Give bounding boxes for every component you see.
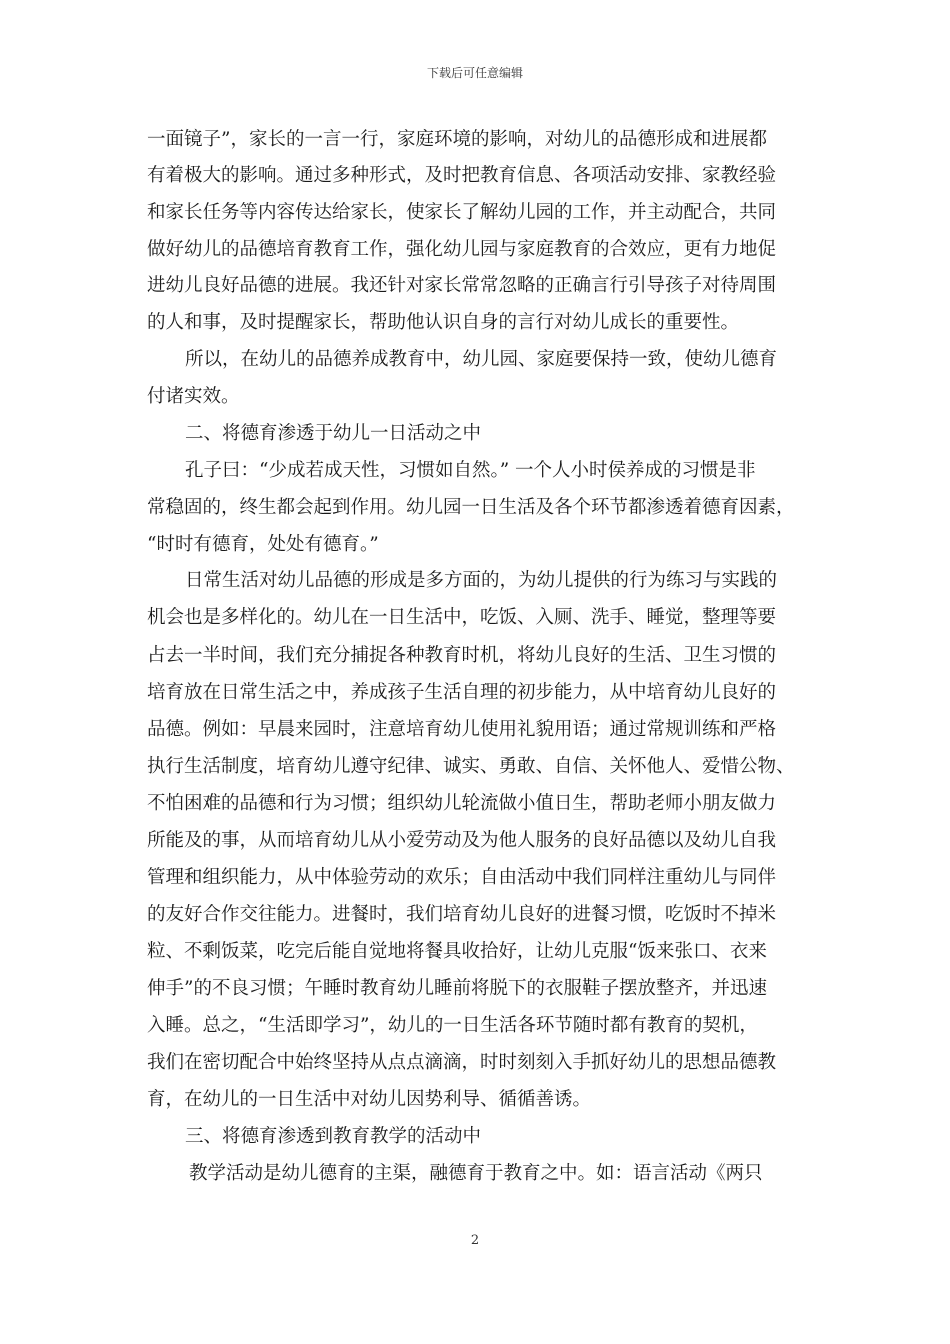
text-line: 管理和组织能力，从中体验劳动的欢乐；自由活动中我们同样注重幼儿与同伴 [147,867,777,888]
text-line: 机会也是多样化的。幼儿在一日生活中，吃饭、入厕、洗手、睡觉，整理等要 [147,607,777,628]
text-line: 日常生活对幼儿品德的形成是多方面的，为幼儿提供的行为练习与实践的 [185,570,778,591]
page-number: 2 [470,1233,480,1248]
text-line: 占去一半时间，我们充分捕捉各种教育时机，将幼儿良好的生活、卫生习惯的 [147,645,777,666]
text-line: 进幼儿良好品德的进展。我还针对家长常常忽略的正确言行引导孩子对待周围 [147,275,777,296]
text-line: 所能及的事，从而培育幼儿从小爱劳动及为他人服务的良好品德以及幼儿自我 [147,830,777,851]
text-line: 付诸实效。 [147,386,240,407]
text-line: “时时有德育，处处有德育。” [147,534,379,555]
page-header-note: 下载后可任意编辑 [426,66,523,80]
text-line: 不怕困难的品德和行为习惯；组织幼儿轮流做小值日生，帮助老师小朋友做力 [147,793,777,814]
text-line: 育，在幼儿的一日生活中对幼儿因势利导、循循善诱。 [147,1089,592,1110]
text-line: 所以，在幼儿的品德养成教育中，幼儿园、家庭要保持一致，使幼儿德育 [185,349,778,370]
text-line: 孔子曰：“少成若成天性，习惯如自然。” 一个人小时侯养成的习惯是非 [185,460,756,481]
text-line: 有着极大的影响。通过多种形式，及时把教育信息、各项活动安排、家教经验 [147,165,777,186]
text-line: 的友好合作交往能力。进餐时，我们培育幼儿良好的进餐习惯，吃饭时不掉米 [147,904,777,925]
text-line: 和家长任务等内容传达给家长，使家长了解幼儿园的工作，并主动配合，共同 [147,202,777,223]
text-line: 我们在密切配合中始终坚持从点点滴滴，时时刻刻入手抓好幼儿的思想品德教 [147,1052,777,1073]
section-heading: 二、将德育渗透于幼儿一日活动之中 [185,423,482,444]
text-line: 教学活动是幼儿德育的主渠，融德育于教育之中。如：语言活动《两只 [189,1163,763,1184]
text-line: 培育放在日常生活之中，养成孩子生活自理的初步能力，从中培育幼儿良好的 [147,682,777,703]
text-line: 做好幼儿的品德培育教育工作，强化幼儿园与家庭教育的合效应，更有力地促 [147,239,777,260]
text-line: 的人和事，及时提醒家长，帮助他认识自身的言行对幼儿成长的重要性。 [147,312,740,333]
text-line: 常稳固的，终生都会起到作用。幼儿园一日生活及各个环节都渗透着德育因素， [147,497,795,518]
text-line: 执行生活制度，培育幼儿遵守纪律、诚实、勇敢、自信、关怀他人、爱惜公物、 [147,756,795,777]
section-heading: 三、将德育渗透到教育教学的活动中 [185,1126,482,1147]
text-line: 入睡。总之，“生活即学习”，幼儿的一日生活各环节随时都有教育的契机， [147,1015,758,1036]
text-line: 品德。例如：早晨来园时，注意培育幼儿使用礼貌用语；通过常规训练和严格 [147,719,777,740]
text-line: 粒、不剩饭菜，吃完后能自觉地将餐具收拾好，让幼儿克服“饭来张口、衣来 [147,941,767,962]
text-line: 伸手”的不良习惯；午睡时教育幼儿睡前将脱下的衣服鞋子摆放整齐，并迅速 [147,978,767,999]
text-line: 一面镜子”，家长的一言一行，家庭环境的影响，对幼儿的品德形成和进展都 [147,129,767,150]
